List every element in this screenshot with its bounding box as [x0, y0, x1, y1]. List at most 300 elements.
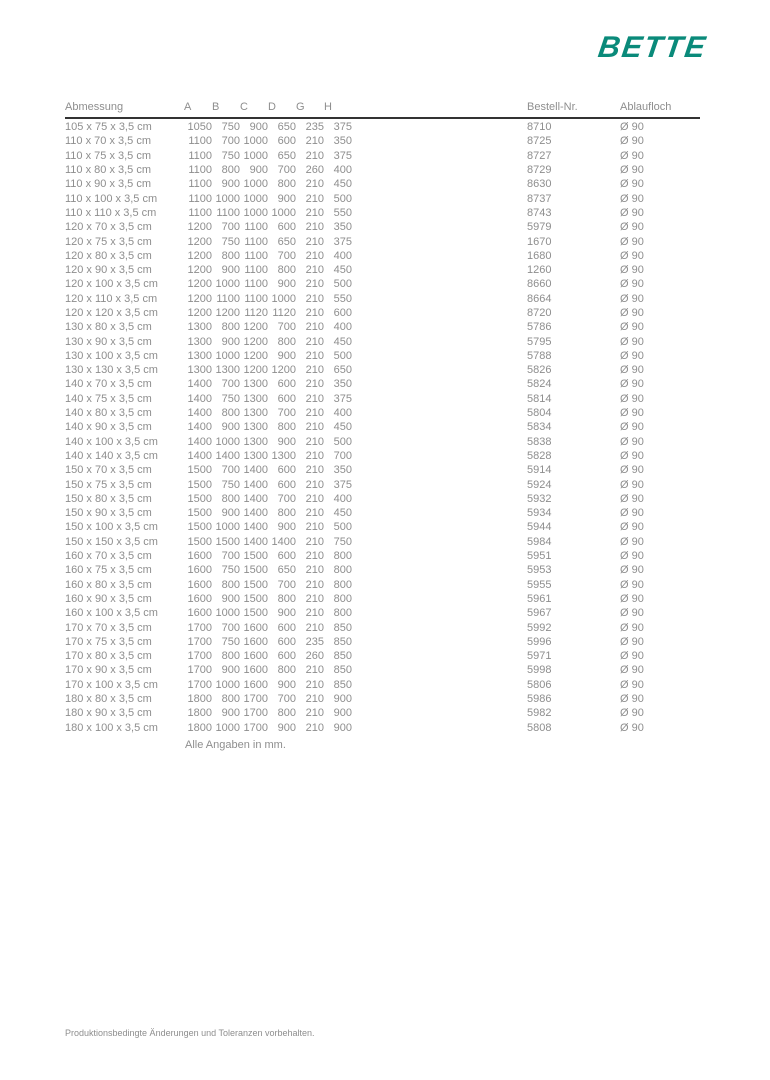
- table-row: [65, 406, 700, 420]
- value-c-cell: 1300: [243, 435, 268, 448]
- bestell-nr-cell: 5914: [527, 464, 552, 477]
- table-row: [65, 191, 700, 205]
- value-c-cell: 1500: [243, 550, 268, 563]
- bestell-nr-cell: 5951: [527, 550, 552, 563]
- value-g-cell: 210: [305, 335, 324, 348]
- value-b-cell: 750: [221, 564, 240, 577]
- table-row: [65, 678, 700, 692]
- spacer-cell: [352, 377, 527, 391]
- table-row: [65, 177, 700, 191]
- table-row: [65, 649, 700, 663]
- dimension-cell: 180 x 100 x 3,5 cm: [65, 721, 158, 734]
- value-h-cell: 500: [333, 435, 352, 448]
- dimension-cell: 120 x 110 x 3,5 cm: [65, 292, 158, 305]
- spacer-cell: [352, 191, 527, 205]
- table-row: [65, 435, 700, 449]
- spacer-cell: [352, 234, 527, 248]
- value-g-cell: 210: [305, 192, 324, 205]
- value-h-cell: 800: [333, 550, 352, 563]
- value-d-cell: 1200: [271, 364, 296, 377]
- value-h-cell: 550: [333, 292, 352, 305]
- value-c-cell: 1600: [243, 664, 268, 677]
- value-c-cell: 1600: [243, 635, 268, 648]
- bette-logo: BETTE: [595, 31, 709, 64]
- value-h-cell: 800: [333, 578, 352, 591]
- value-a-cell: 1200: [187, 278, 212, 291]
- value-c-cell: 1600: [243, 650, 268, 663]
- ablaufloch-cell: Ø 90: [620, 307, 644, 319]
- value-h-cell: 650: [333, 364, 352, 377]
- value-c-cell: 1100: [244, 249, 268, 262]
- dimension-cell: 110 x 70 x 3,5 cm: [65, 135, 152, 148]
- value-h-cell: 350: [333, 135, 352, 148]
- value-c-cell: 1300: [243, 378, 268, 391]
- value-a-cell: 1600: [187, 607, 212, 620]
- dimension-cell: 110 x 75 x 3,5 cm: [65, 149, 152, 162]
- value-h-cell: 850: [333, 635, 352, 648]
- spacer-cell: [352, 720, 527, 734]
- value-d-cell: 600: [277, 635, 296, 648]
- value-h-cell: 375: [333, 235, 352, 248]
- value-c-cell: 1400: [243, 478, 268, 491]
- spacer-cell: [352, 249, 527, 263]
- value-b-cell: 900: [221, 592, 240, 605]
- value-a-cell: 1700: [187, 621, 212, 634]
- col-header-a: A: [184, 99, 212, 118]
- spacer-cell: [352, 535, 527, 549]
- value-g-cell: 210: [305, 464, 324, 477]
- value-c-cell: 1300: [243, 421, 268, 434]
- dimension-cell: 110 x 100 x 3,5 cm: [65, 192, 158, 205]
- ablaufloch-cell: Ø 90: [620, 206, 644, 219]
- value-a-cell: 1600: [187, 550, 212, 563]
- value-h-cell: 350: [333, 221, 352, 234]
- dimension-cell: 110 x 90 x 3,5 cm: [65, 178, 152, 191]
- value-c-cell: 1200: [243, 335, 268, 348]
- value-b-cell: 1000: [215, 278, 240, 291]
- value-g-cell: 210: [305, 435, 324, 448]
- dimension-cell: 160 x 75 x 3,5 cm: [65, 564, 152, 577]
- value-a-cell: 1500: [187, 464, 212, 477]
- value-a-cell: 1500: [187, 492, 212, 505]
- value-a-cell: 1600: [187, 564, 212, 577]
- bestell-nr-cell: 5982: [527, 707, 552, 720]
- value-c-cell: 1400: [243, 535, 268, 548]
- value-g-cell: 210: [305, 721, 324, 734]
- dimension-cell: 150 x 90 x 3,5 cm: [65, 507, 152, 520]
- dimension-cell: 170 x 75 x 3,5 cm: [65, 635, 152, 648]
- value-h-cell: 850: [333, 650, 352, 663]
- value-d-cell: 800: [277, 707, 296, 720]
- col-header-abmessung: Abmessung: [65, 99, 184, 118]
- dimension-cell: 120 x 100 x 3,5 cm: [65, 278, 158, 291]
- ablaufloch-cell: Ø 90: [620, 235, 644, 248]
- col-header-g: G: [296, 99, 324, 118]
- ablaufloch-cell: Ø 90: [620, 149, 644, 162]
- ablaufloch-cell: Ø 90: [620, 721, 644, 734]
- ablaufloch-cell: Ø 90: [620, 178, 644, 191]
- spacer-cell: [352, 306, 527, 320]
- value-d-cell: 700: [277, 578, 296, 591]
- value-g-cell: 210: [305, 693, 324, 706]
- bestell-nr-cell: 1260: [527, 264, 552, 277]
- value-d-cell: 700: [277, 407, 296, 420]
- value-c-cell: 1700: [243, 721, 268, 734]
- value-c-cell: 1400: [243, 492, 268, 505]
- dimension-cell: 180 x 80 x 3,5 cm: [65, 693, 152, 706]
- value-a-cell: 1100: [188, 135, 212, 148]
- ablaufloch-cell: Ø 90: [620, 221, 644, 234]
- value-d-cell: 800: [277, 264, 296, 277]
- spacer-cell: [352, 635, 527, 649]
- value-g-cell: 210: [305, 292, 324, 305]
- value-d-cell: 1000: [271, 292, 296, 305]
- value-h-cell: 500: [333, 521, 352, 534]
- bestell-nr-cell: 5984: [527, 535, 552, 548]
- value-g-cell: 210: [305, 221, 324, 234]
- value-d-cell: 600: [277, 464, 296, 477]
- value-g-cell: 210: [305, 535, 324, 548]
- value-d-cell: 700: [277, 492, 296, 505]
- dimension-cell: 160 x 100 x 3,5 cm: [65, 607, 158, 620]
- value-a-cell: 1600: [187, 578, 212, 591]
- value-b-cell: 900: [221, 707, 240, 720]
- spacer-cell: [352, 392, 527, 406]
- value-c-cell: 1600: [243, 621, 268, 634]
- value-c-cell: 1400: [243, 464, 268, 477]
- table-row: [65, 249, 700, 263]
- value-d-cell: 1300: [271, 449, 296, 462]
- table-row: [65, 720, 700, 734]
- value-a-cell: 1800: [187, 693, 212, 706]
- dimension-cell: 160 x 70 x 3,5 cm: [65, 550, 152, 563]
- value-g-cell: 210: [305, 607, 324, 620]
- value-b-cell: 900: [221, 421, 240, 434]
- value-b-cell: 900: [221, 178, 240, 191]
- value-a-cell: 1700: [187, 664, 212, 677]
- bestell-nr-cell: 5971: [527, 650, 552, 663]
- value-g-cell: 210: [305, 578, 324, 591]
- table-row: [65, 206, 700, 220]
- value-g-cell: 260: [305, 650, 324, 663]
- bestell-nr-cell: 5824: [527, 378, 552, 391]
- bestell-nr-cell: 8727: [527, 149, 552, 162]
- value-a-cell: 1100: [188, 192, 212, 205]
- ablaufloch-cell: Ø 90: [620, 364, 644, 377]
- value-g-cell: 210: [305, 178, 324, 191]
- value-c-cell: 1500: [243, 592, 268, 605]
- table-row: [65, 506, 700, 520]
- value-g-cell: 235: [305, 635, 324, 648]
- bestell-nr-cell: 8743: [527, 206, 552, 219]
- value-c-cell: 1100: [244, 221, 268, 234]
- value-b-cell: 700: [221, 464, 240, 477]
- value-g-cell: 210: [305, 507, 324, 520]
- value-g-cell: 210: [305, 664, 324, 677]
- value-d-cell: 600: [277, 221, 296, 234]
- value-b-cell: 800: [221, 407, 240, 420]
- value-a-cell: 1300: [187, 335, 212, 348]
- dimension-cell: 140 x 140 x 3,5 cm: [65, 449, 158, 462]
- value-a-cell: 1300: [187, 349, 212, 362]
- value-h-cell: 800: [333, 592, 352, 605]
- value-g-cell: 210: [305, 621, 324, 634]
- value-a-cell: 1700: [187, 678, 212, 691]
- ablaufloch-cell: Ø 90: [620, 392, 644, 405]
- ablaufloch-cell: Ø 90: [620, 249, 644, 262]
- value-c-cell: 1300: [243, 407, 268, 420]
- spacer-cell: [352, 149, 527, 163]
- value-c-cell: 1400: [243, 507, 268, 520]
- value-g-cell: 210: [305, 135, 324, 148]
- dimension-cell: 130 x 90 x 3,5 cm: [65, 335, 152, 348]
- ablaufloch-cell: Ø 90: [620, 378, 644, 391]
- ablaufloch-cell: Ø 90: [620, 121, 644, 134]
- value-b-cell: 800: [221, 164, 240, 177]
- dimension-cell: 130 x 130 x 3,5 cm: [65, 364, 158, 377]
- value-g-cell: 210: [305, 349, 324, 362]
- value-b-cell: 800: [221, 249, 240, 262]
- spacer-cell: [352, 320, 527, 334]
- value-b-cell: 750: [221, 478, 240, 491]
- value-b-cell: 900: [221, 664, 240, 677]
- value-c-cell: 1120: [244, 307, 268, 319]
- value-d-cell: 600: [277, 550, 296, 563]
- ablaufloch-cell: Ø 90: [620, 550, 644, 563]
- dimension-cell: 110 x 110 x 3,5 cm: [65, 206, 157, 219]
- value-d-cell: 700: [277, 249, 296, 262]
- dimension-cell: 170 x 100 x 3,5 cm: [65, 678, 158, 691]
- table-row: [65, 635, 700, 649]
- value-g-cell: 210: [305, 392, 324, 405]
- value-h-cell: 900: [333, 693, 352, 706]
- ablaufloch-cell: Ø 90: [620, 449, 644, 462]
- spacer-cell: [352, 435, 527, 449]
- value-g-cell: 210: [305, 364, 324, 377]
- value-b-cell: 900: [221, 264, 240, 277]
- bestell-nr-cell: 5795: [527, 335, 552, 348]
- value-c-cell: 1700: [243, 707, 268, 720]
- ablaufloch-cell: Ø 90: [620, 278, 644, 291]
- col-header-bestell-nr: Bestell-Nr.: [527, 99, 620, 118]
- value-c-cell: 1200: [243, 349, 268, 362]
- value-c-cell: 1000: [243, 192, 268, 205]
- table-row: [65, 392, 700, 406]
- dimension-cell: 140 x 90 x 3,5 cm: [65, 421, 152, 434]
- value-b-cell: 800: [221, 492, 240, 505]
- value-b-cell: 1000: [215, 435, 240, 448]
- value-b-cell: 750: [221, 635, 240, 648]
- value-c-cell: 1100: [244, 235, 268, 248]
- ablaufloch-cell: Ø 90: [620, 678, 644, 691]
- value-c-cell: 1300: [243, 392, 268, 405]
- value-d-cell: 900: [277, 678, 296, 691]
- table-row: [65, 349, 700, 363]
- bestell-nr-cell: 5955: [527, 578, 552, 591]
- value-h-cell: 500: [333, 349, 352, 362]
- bestell-nr-cell: 5786: [527, 321, 552, 334]
- value-g-cell: 210: [305, 249, 324, 262]
- dimension-cell: 130 x 80 x 3,5 cm: [65, 321, 152, 334]
- bestell-nr-cell: 5992: [527, 621, 552, 634]
- spacer-cell: [352, 206, 527, 220]
- value-c-cell: 1000: [243, 135, 268, 148]
- spacer-cell: [352, 620, 527, 634]
- bestell-nr-cell: 8630: [527, 178, 552, 191]
- bestell-nr-cell: 1680: [527, 249, 552, 262]
- value-g-cell: 210: [305, 421, 324, 434]
- ablaufloch-cell: Ø 90: [620, 292, 644, 305]
- ablaufloch-cell: Ø 90: [620, 164, 644, 177]
- ablaufloch-cell: Ø 90: [620, 650, 644, 663]
- value-a-cell: 1100: [188, 164, 212, 177]
- value-a-cell: 1300: [187, 321, 212, 334]
- value-h-cell: 400: [333, 321, 352, 334]
- value-a-cell: 1600: [187, 592, 212, 605]
- value-c-cell: 1500: [243, 578, 268, 591]
- value-c-cell: 1000: [243, 178, 268, 191]
- value-a-cell: 1400: [187, 449, 212, 462]
- dimension-cell: 150 x 80 x 3,5 cm: [65, 492, 152, 505]
- table-row: [65, 363, 700, 377]
- value-c-cell: 900: [249, 121, 268, 134]
- value-c-cell: 1100: [244, 292, 268, 305]
- dimension-cell: 170 x 90 x 3,5 cm: [65, 664, 152, 677]
- value-d-cell: 600: [277, 378, 296, 391]
- value-a-cell: 1100: [188, 178, 212, 191]
- value-a-cell: 1200: [187, 235, 212, 248]
- value-b-cell: 700: [221, 135, 240, 148]
- spacer-cell: [352, 292, 527, 306]
- spacer-cell: [352, 449, 527, 463]
- value-c-cell: 1200: [243, 364, 268, 377]
- dimension-cell: 160 x 90 x 3,5 cm: [65, 592, 152, 605]
- bestell-nr-cell: 5788: [527, 349, 552, 362]
- dimension-cell: 150 x 70 x 3,5 cm: [65, 464, 152, 477]
- value-h-cell: 900: [333, 721, 352, 734]
- bestell-nr-cell: 8664: [527, 292, 552, 305]
- value-b-cell: 800: [221, 578, 240, 591]
- dimension-cell: 160 x 80 x 3,5 cm: [65, 578, 152, 591]
- value-g-cell: 210: [305, 206, 324, 219]
- ablaufloch-cell: Ø 90: [620, 592, 644, 605]
- value-h-cell: 375: [333, 392, 352, 405]
- col-header-h: H: [324, 99, 352, 118]
- bestell-nr-cell: 5834: [527, 421, 552, 434]
- bestell-nr-cell: 5979: [527, 221, 552, 234]
- value-h-cell: 850: [333, 664, 352, 677]
- value-b-cell: 1100: [216, 292, 240, 305]
- value-h-cell: 450: [333, 335, 352, 348]
- col-header-b: B: [212, 99, 240, 118]
- col-header-spacer: [352, 99, 527, 118]
- spacer-cell: [352, 177, 527, 191]
- value-d-cell: 900: [277, 192, 296, 205]
- value-h-cell: 450: [333, 178, 352, 191]
- bestell-nr-cell: 5814: [527, 392, 552, 405]
- value-g-cell: 210: [305, 449, 324, 462]
- value-h-cell: 450: [333, 264, 352, 277]
- value-d-cell: 1400: [271, 535, 296, 548]
- value-b-cell: 1100: [216, 206, 240, 219]
- value-h-cell: 400: [333, 492, 352, 505]
- value-h-cell: 400: [333, 249, 352, 262]
- value-a-cell: 1500: [187, 521, 212, 534]
- dimension-cell: 170 x 70 x 3,5 cm: [65, 621, 152, 634]
- table-row: [65, 320, 700, 334]
- value-d-cell: 600: [277, 135, 296, 148]
- value-d-cell: 650: [277, 564, 296, 577]
- table-row: [65, 420, 700, 434]
- value-h-cell: 850: [333, 678, 352, 691]
- ablaufloch-cell: Ø 90: [620, 464, 644, 477]
- value-a-cell: 1800: [187, 707, 212, 720]
- spacer-cell: [352, 118, 527, 134]
- value-d-cell: 800: [277, 592, 296, 605]
- ablaufloch-cell: Ø 90: [620, 664, 644, 677]
- bestell-nr-cell: 5998: [527, 664, 552, 677]
- dimension-cell: 140 x 100 x 3,5 cm: [65, 435, 158, 448]
- value-a-cell: 1400: [187, 378, 212, 391]
- table-row: [65, 477, 700, 491]
- value-b-cell: 1000: [215, 607, 240, 620]
- value-b-cell: 1000: [215, 721, 240, 734]
- spec-table: [65, 99, 700, 735]
- ablaufloch-cell: Ø 90: [620, 478, 644, 491]
- value-d-cell: 600: [277, 621, 296, 634]
- ablaufloch-cell: Ø 90: [620, 564, 644, 577]
- value-d-cell: 700: [277, 693, 296, 706]
- value-g-cell: 210: [305, 235, 324, 248]
- table-row: [65, 463, 700, 477]
- table-body: [65, 118, 700, 735]
- value-d-cell: 800: [277, 421, 296, 434]
- value-b-cell: 1200: [215, 307, 240, 319]
- value-h-cell: 800: [333, 564, 352, 577]
- spacer-cell: [352, 649, 527, 663]
- ablaufloch-cell: Ø 90: [620, 621, 644, 634]
- value-a-cell: 1200: [187, 307, 212, 319]
- spacer-cell: [352, 406, 527, 420]
- value-b-cell: 700: [221, 621, 240, 634]
- value-g-cell: 210: [305, 521, 324, 534]
- value-b-cell: 1000: [215, 521, 240, 534]
- value-d-cell: 600: [277, 392, 296, 405]
- value-d-cell: 800: [277, 335, 296, 348]
- ablaufloch-cell: Ø 90: [620, 335, 644, 348]
- value-c-cell: 1500: [243, 607, 268, 620]
- bestell-nr-cell: 5838: [527, 435, 552, 448]
- bestell-nr-cell: 5996: [527, 635, 552, 648]
- ablaufloch-cell: Ø 90: [620, 321, 644, 334]
- value-b-cell: 800: [221, 321, 240, 334]
- value-d-cell: 900: [277, 721, 296, 734]
- value-g-cell: 210: [305, 707, 324, 720]
- spacer-cell: [352, 277, 527, 291]
- ablaufloch-cell: Ø 90: [620, 607, 644, 620]
- table-row: [65, 663, 700, 677]
- ablaufloch-cell: Ø 90: [620, 349, 644, 362]
- table-row: [65, 118, 700, 134]
- value-h-cell: 750: [333, 535, 352, 548]
- value-h-cell: 350: [333, 378, 352, 391]
- value-g-cell: 210: [305, 378, 324, 391]
- value-b-cell: 700: [221, 221, 240, 234]
- value-b-cell: 750: [221, 149, 240, 162]
- bestell-nr-cell: 5934: [527, 507, 552, 520]
- spacer-cell: [352, 563, 527, 577]
- dimension-cell: 140 x 70 x 3,5 cm: [65, 378, 152, 391]
